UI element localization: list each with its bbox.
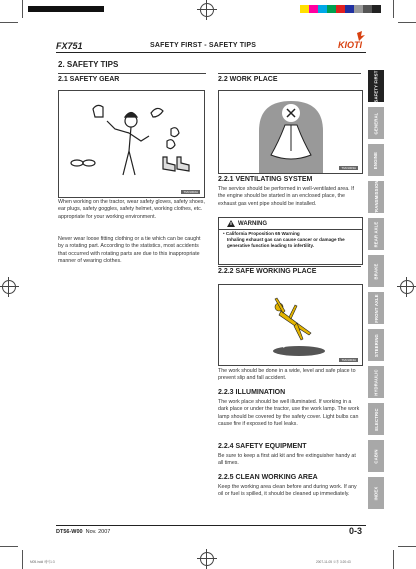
registration-mark-left: [2, 280, 16, 294]
warning-triangle-icon: [227, 220, 235, 227]
crop-mark: [398, 546, 416, 547]
chapter-tab[interactable]: [368, 70, 384, 102]
chapter-tab[interactable]: [368, 218, 384, 250]
chapter-tab-label: BRAKE: [373, 263, 379, 279]
section-rule: [218, 266, 361, 267]
print-color-bar: [300, 5, 381, 13]
s21-paragraph-2: Never wear loose fitting clothing or a tie which can be caught by a rotating part. According to the statistics, most accidents that occurred with rotating parts are due to this inappropriate manner of wearing clothes.: [58, 236, 201, 264]
s224-title: 2.2.4 SAFETY EQUIPMENT: [218, 443, 307, 450]
s21-title: 2.1 SAFETY GEAR: [58, 76, 120, 83]
chapter-tab-label: REAR AXLE: [373, 221, 379, 247]
crop-mark: [0, 22, 18, 23]
crop-mark: [393, 0, 394, 18]
chapter-tab-label: HYDRAULIC: [373, 368, 379, 396]
s222-paragraph: The work should be done in a wide, level and safe place to prevent slip and fall accident.: [218, 368, 356, 382]
chapter-tab-label: SAFETY FIRST: [373, 69, 379, 103]
warning-box: [218, 217, 363, 265]
chapter-tab[interactable]: [368, 403, 384, 435]
s224-paragraph: Be sure to keep a first aid kit and fire extinguisher handy at all times.: [218, 453, 356, 467]
chapter-tab[interactable]: [368, 329, 384, 361]
s21-paragraph-1: When working on the tractor, wear safety gloves, safety shoes, ear plugs, safety goggles, safety helmet, working clothes, etc. appropriate for your working environment.: [58, 199, 205, 220]
header-model: FX751: [56, 41, 83, 51]
registration-mark-bottom: [200, 552, 214, 566]
slip-and-fall-illustration: [218, 284, 363, 366]
crop-mark: [22, 0, 23, 18]
section-rule: [218, 73, 361, 74]
chapter-tab-label: FRONT AXLE: [373, 293, 379, 323]
crop-mark: [398, 22, 416, 23]
figure-tag: TMJ1003A: [341, 166, 356, 170]
warning-body: • California Proposition 65 Warning Inhaling exhaust gas can cause cancer or damage the generative function leading to infertility.: [223, 231, 358, 249]
s223-paragraph: The work place should be well illuminated. If working in a dark place or under the tractor, use the work lamp. The work lamp should be covered by the safety cover. Light bulbs can cause fire if exposed to fuel leaks.: [218, 399, 360, 427]
crop-mark: [393, 550, 394, 569]
print-slug-right: 2007-11-05 오후 3:20:43: [316, 560, 351, 564]
chapter-tab-label: TRANSMISSION: [373, 179, 379, 215]
figure-tag: TMJ1004A: [341, 358, 356, 362]
print-black-bar: [28, 6, 104, 12]
s221-title: 2.2.1 VENTILATING SYSTEM: [218, 176, 313, 183]
s223-title: 2.2.3 ILLUMINATION: [218, 389, 286, 396]
s222-title: 2.2.2 SAFE WORKING PLACE: [218, 268, 317, 275]
chapter-tab-label: INDEX: [373, 486, 379, 500]
warning-rule: [219, 229, 362, 230]
s225-title: 2.2.5 CLEAN WORKING AREA: [218, 474, 318, 481]
warning-header: WARNING: [227, 220, 267, 227]
s225-paragraph: Keep the working area clean before and during work. If any oil or fuel is spilled, it should be cleaned up immediately.: [218, 484, 357, 498]
chapter-tab[interactable]: [368, 255, 384, 287]
print-slug-left: M05.indd 메이1:3: [30, 560, 55, 564]
chapter-tab[interactable]: [368, 107, 384, 139]
section-title: 2. SAFETY TIPS: [58, 60, 119, 69]
chapter-tab-label: CABIN: [373, 448, 379, 464]
header-rule: [56, 52, 366, 53]
s22-title: 2.2 WORK PLACE: [218, 76, 278, 83]
section-rule: [58, 73, 206, 74]
chapter-tab-label: ENGINE: [373, 151, 379, 169]
crop-mark: [22, 550, 23, 569]
chapter-tab[interactable]: [368, 366, 384, 398]
warning-text: Inhaling exhaust gas can cause cancer or damage the generative function leading to infertility.: [227, 237, 345, 248]
registration-mark-top: [200, 3, 214, 17]
footer-rule: [56, 525, 366, 526]
safety-gear-illustration: [58, 90, 205, 198]
chapter-tab[interactable]: [368, 477, 384, 509]
footer-code: DT56-W00 Nov. 2007: [56, 529, 111, 535]
page-number: 0-3: [349, 526, 363, 536]
chapter-tab-label: STEERING: [373, 333, 379, 357]
s221-paragraph: The service should be performed in well-ventilated area. If the engine should be started in an enclosed place, the exhaust gas vent pipe should be installed.: [218, 186, 355, 207]
figure-tag: TMJ1002A: [183, 190, 198, 194]
chapter-tab-label: ELECTRIC: [373, 407, 379, 431]
warning-item: California Proposition 65 Warning: [225, 231, 300, 236]
crop-mark: [0, 546, 18, 547]
chapter-tab[interactable]: [368, 440, 384, 472]
registration-mark-right: [400, 280, 414, 294]
chapter-tab-label: GENERAL: [373, 112, 379, 134]
chapter-tab[interactable]: [368, 181, 384, 213]
exhaust-gas-illustration: [218, 90, 363, 174]
footer-date: Nov. 2007: [85, 529, 111, 535]
header-title: SAFETY FIRST - SAFETY TIPS: [150, 42, 257, 49]
brand-logo: KIOTI: [335, 31, 367, 53]
chapter-tab[interactable]: [368, 292, 384, 324]
chapter-tab[interactable]: [368, 144, 384, 176]
